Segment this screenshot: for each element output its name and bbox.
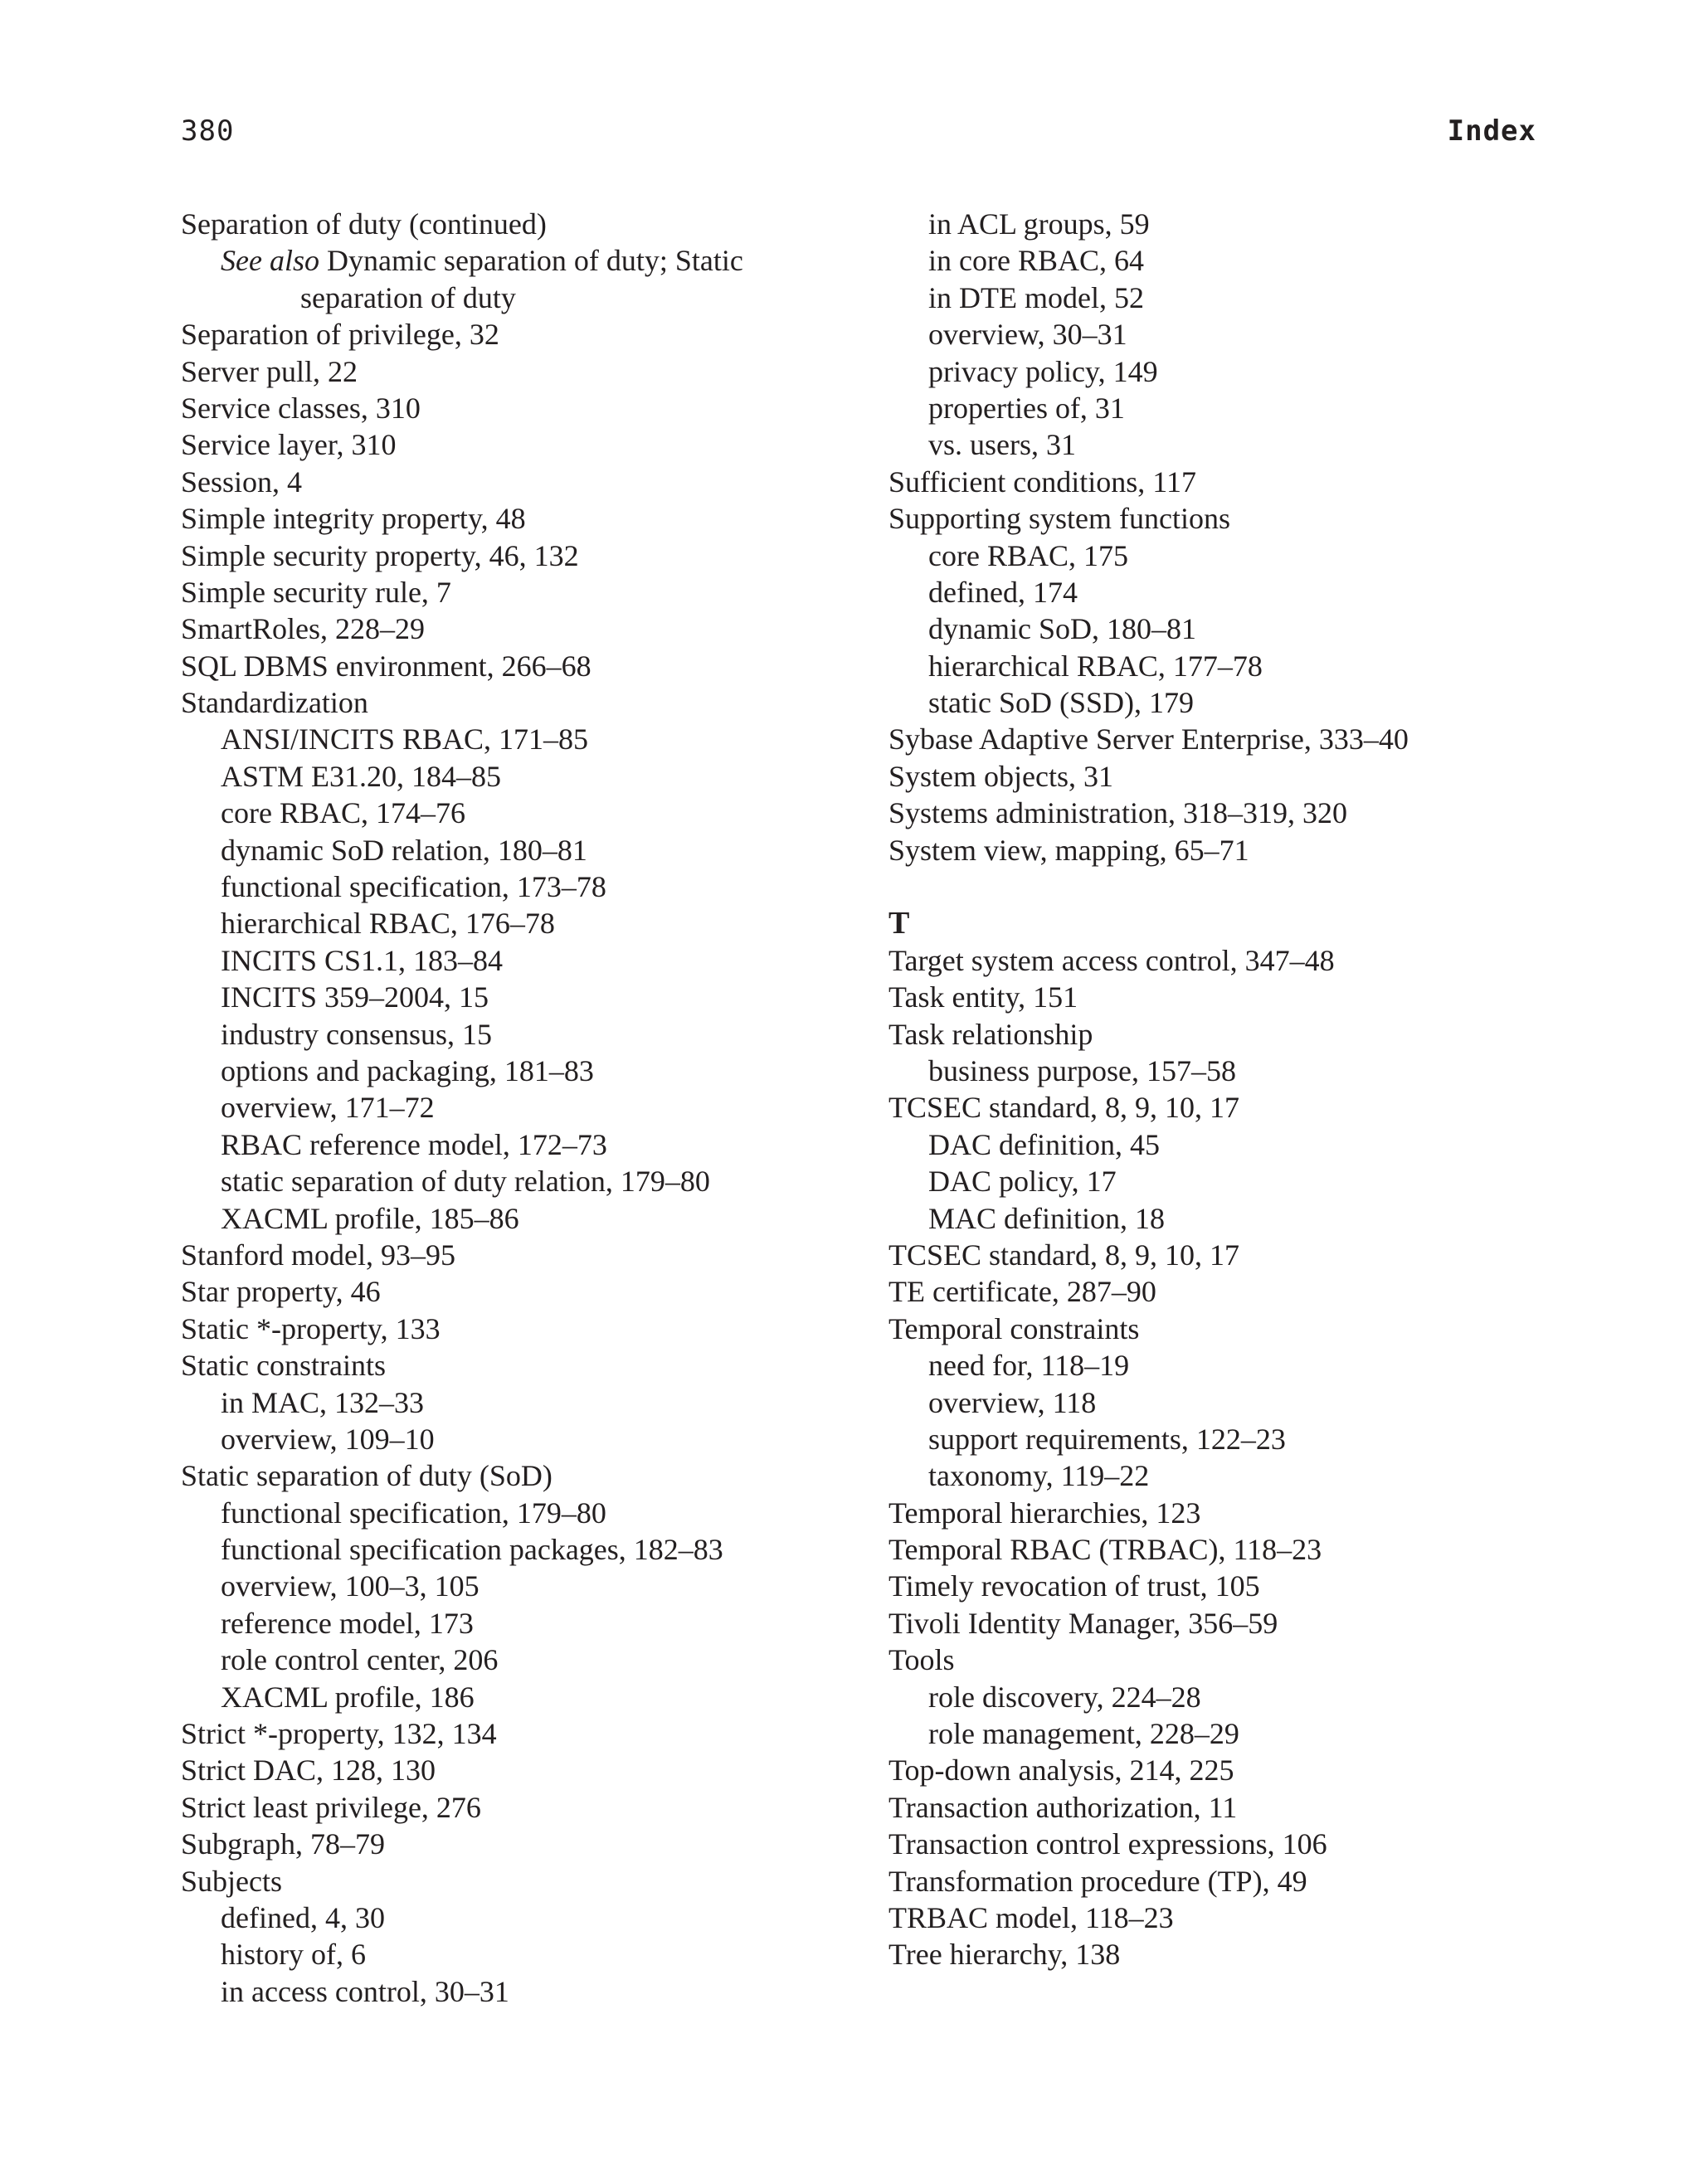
index-entry <box>181 648 878 684</box>
index-entry-text: hierarchical RBAC, 177–78 <box>928 649 1263 683</box>
index-entry-text: in access control, 30–31 <box>221 1974 509 2008</box>
index-entry-text: Strict *-property, 132, 134 <box>181 1717 497 1751</box>
index-entry-text: XACML profile, 185–86 <box>221 1201 519 1235</box>
index-entry-text: static SoD (SSD), 179 <box>928 686 1195 720</box>
index-entry-text: DAC policy, 17 <box>928 1165 1117 1199</box>
index-entry-text: TCSEC standard, 8, 9, 10, 17 <box>888 1238 1239 1272</box>
index-entry-text: Sufficient conditions, 117 <box>888 465 1196 499</box>
index-entry <box>181 206 878 242</box>
index-entry <box>888 942 1552 979</box>
index-entry-text: Transaction authorization, 11 <box>888 1790 1238 1824</box>
index-subentry <box>181 832 878 868</box>
index-entry-text: overview, 109–10 <box>221 1422 435 1456</box>
index-entry-text: reference model, 173 <box>221 1606 474 1640</box>
index-entry-text: INCITS CS1.1, 183–84 <box>221 943 504 977</box>
index-entry <box>888 1789 1552 1826</box>
index-subentry <box>888 1421 1552 1457</box>
index-entry-text: history of, 6 <box>221 1938 366 1972</box>
index-entry-text: static separation of duty relation, 179–80 <box>221 1165 710 1199</box>
index-subentry <box>181 979 878 1015</box>
index-entry-text: DAC definition, 45 <box>928 1127 1160 1161</box>
index-entry <box>181 500 878 537</box>
index-entry <box>181 1347 878 1384</box>
index-subentry <box>888 353 1552 390</box>
index-entry-text: Static separation of duty (SoD) <box>181 1459 553 1493</box>
index-subentry <box>888 1457 1552 1494</box>
index-subentry <box>181 1531 878 1568</box>
index-entry-text: industry consensus, 15 <box>221 1017 492 1051</box>
index-entry-text: business purpose, 157–58 <box>928 1053 1236 1087</box>
index-entry-text: Supporting system functions <box>888 502 1230 536</box>
index-entry <box>888 721 1552 757</box>
index-entry <box>181 1457 878 1494</box>
index-subentry <box>181 905 878 941</box>
index-entry <box>181 1715 878 1752</box>
index-entry-text: RBAC reference model, 172–73 <box>221 1127 607 1161</box>
index-entry <box>181 537 878 574</box>
index-entry-text: dynamic SoD relation, 180–81 <box>221 833 587 867</box>
index-entry-text: Subjects <box>181 1864 282 1898</box>
index-subentry <box>888 1200 1552 1237</box>
index-entry <box>181 426 878 463</box>
index-entry <box>888 1089 1552 1126</box>
index-entry-text: Static constraints <box>181 1349 386 1383</box>
index-subentry <box>181 1936 878 1972</box>
index-subentry <box>888 610 1552 647</box>
index-subentry <box>888 1347 1552 1384</box>
index-subentry <box>181 1126 878 1163</box>
index-subentry <box>181 758 878 795</box>
index-entry-text: TCSEC standard, 8, 9, 10, 17 <box>888 1091 1239 1125</box>
index-subentry <box>181 1642 878 1678</box>
index-entry-text: MAC definition, 18 <box>928 1201 1165 1235</box>
index-entry <box>181 574 878 610</box>
index-entry-text: Separation of duty (continued) <box>181 207 547 241</box>
index-entry-text: Simple integrity property, 48 <box>181 502 526 536</box>
index-entry <box>888 1311 1552 1347</box>
index-subentry <box>181 1421 878 1457</box>
index-entry-text: Stanford model, 93–95 <box>181 1238 455 1272</box>
index-entry <box>888 1495 1552 1531</box>
index-entry <box>888 500 1552 537</box>
index-subentry <box>181 795 878 831</box>
index-entry-text: XACML profile, 186 <box>221 1680 475 1714</box>
index-entry <box>181 353 878 390</box>
index-subentry <box>181 1679 878 1715</box>
index-entry <box>888 795 1552 831</box>
index-subentry <box>888 1053 1552 1089</box>
running-head-title: Index <box>1447 114 1536 148</box>
index-entry <box>181 610 878 647</box>
page-number: 380 <box>181 114 235 148</box>
index-entry-text: functional specification packages, 182–83 <box>221 1533 723 1567</box>
index-subentry <box>888 648 1552 684</box>
index-column-left <box>181 206 878 2010</box>
index-entry <box>181 684 878 721</box>
index-entry-text: Tivoli Identity Manager, 356–59 <box>888 1606 1278 1640</box>
index-entry-text: functional specification, 173–78 <box>221 870 606 904</box>
index-entry-text: functional specification, 179–80 <box>221 1496 606 1530</box>
index-entry-text: core RBAC, 175 <box>928 538 1128 572</box>
index-entry-text: role management, 228–29 <box>928 1717 1239 1751</box>
index-entry-text: Session, 4 <box>181 465 303 499</box>
index-entry-text: Strict least privilege, 276 <box>181 1790 481 1824</box>
index-entry-text: Simple security rule, 7 <box>181 575 451 609</box>
index-entry-text: Transaction control expressions, 106 <box>888 1827 1327 1861</box>
index-entry-text: Timely revocation of trust, 105 <box>888 1569 1260 1603</box>
index-entry <box>888 758 1552 795</box>
index-entry-text: Server pull, 22 <box>181 354 358 388</box>
index-entry-text: Dynamic separation of duty; Static <box>319 244 743 278</box>
index-subentry <box>181 1053 878 1089</box>
index-entry-text: Standardization <box>181 686 368 720</box>
index-subentry <box>181 1016 878 1053</box>
index-entry <box>181 1789 878 1826</box>
index-column-right <box>888 206 1552 1973</box>
index-entry <box>888 1531 1552 1568</box>
index-entry-text: vs. users, 31 <box>928 428 1076 462</box>
index-subentry <box>181 1568 878 1604</box>
index-entry-text: Task entity, 151 <box>888 980 1078 1014</box>
index-entry-text: properties of, 31 <box>928 391 1125 425</box>
index-entry-text: Star property, 46 <box>181 1275 381 1309</box>
index-entry-text: Temporal constraints <box>888 1311 1140 1345</box>
index-subentry <box>181 1495 878 1531</box>
index-entry <box>181 1311 878 1347</box>
index-subentry <box>888 1715 1552 1752</box>
index-subentry <box>181 1973 878 2010</box>
index-entry-text: Tools <box>888 1643 955 1677</box>
index-entry-text: Service layer, 310 <box>181 428 397 462</box>
index-subentry <box>181 721 878 757</box>
index-subentry <box>181 1899 878 1936</box>
index-entry-text: Tree hierarchy, 138 <box>888 1938 1121 1972</box>
index-entry <box>888 1642 1552 1678</box>
index-entry-text: Subgraph, 78–79 <box>181 1827 385 1861</box>
index-entry-text: dynamic SoD, 180–81 <box>928 612 1196 646</box>
index-entry <box>888 979 1552 1015</box>
index-entry-text: hierarchical RBAC, 176–78 <box>221 907 555 941</box>
index-subentry <box>181 1605 878 1642</box>
index-entry-text: Top-down analysis, 214, 225 <box>888 1754 1234 1788</box>
index-entry <box>888 1752 1552 1788</box>
index-entry-text: in core RBAC, 64 <box>928 244 1144 278</box>
index-subentry <box>888 684 1552 721</box>
index-entry <box>888 1605 1552 1642</box>
index-entry-text: privacy policy, 149 <box>928 354 1158 388</box>
index-subentry <box>888 1679 1552 1715</box>
index-entry-text: Sybase Adaptive Server Enterprise, 333–40 <box>888 722 1409 756</box>
index-entry <box>181 1273 878 1310</box>
index-subentry <box>181 1163 878 1199</box>
index-entry-text: need for, 118–19 <box>928 1349 1130 1383</box>
index-entry <box>181 1826 878 1862</box>
index-entry-text: taxonomy, 119–22 <box>928 1459 1150 1493</box>
index-entry-text: role control center, 206 <box>221 1643 499 1677</box>
index-subentry <box>888 316 1552 353</box>
index-subentry <box>181 1089 878 1126</box>
index-entry <box>181 1752 878 1788</box>
index-entry-text: in ACL groups, 59 <box>928 207 1150 241</box>
index-entry-text: Target system access control, 347–48 <box>888 943 1335 977</box>
index-subentry <box>888 1163 1552 1199</box>
index-entry <box>181 390 878 426</box>
index-subentry <box>888 426 1552 463</box>
index-subentry <box>181 942 878 979</box>
index-entry <box>181 1237 878 1273</box>
index-entry-text: System objects, 31 <box>888 759 1113 793</box>
index-subentry <box>888 1384 1552 1421</box>
index-subentry <box>888 280 1552 316</box>
index-entry <box>888 1568 1552 1604</box>
index-entry-text: overview, 171–72 <box>221 1091 435 1125</box>
index-entry-text: in MAC, 132–33 <box>221 1385 425 1419</box>
index-entry-text: Temporal hierarchies, 123 <box>888 1496 1201 1530</box>
index-entry-text: ANSI/INCITS RBAC, 171–85 <box>221 722 589 756</box>
index-subentry <box>181 1384 878 1421</box>
index-entry-text: Static *-property, 133 <box>181 1311 441 1345</box>
index-entry-text: SmartRoles, 228–29 <box>181 612 425 646</box>
index-entry <box>181 464 878 500</box>
index-subentry <box>888 1126 1552 1163</box>
index-entry-text: Task relationship <box>888 1017 1093 1051</box>
index-entry <box>888 832 1552 868</box>
index-subentry <box>181 868 878 905</box>
index-entry <box>181 316 878 353</box>
index-entry-text: ASTM E31.20, 184–85 <box>221 759 502 793</box>
index-subentry <box>888 390 1552 426</box>
index-subentry <box>181 280 878 316</box>
index-entry-text: overview, 100–3, 105 <box>221 1569 480 1603</box>
index-entry-text: Transformation procedure (TP), 49 <box>888 1864 1307 1898</box>
index-entry-text: overview, 30–31 <box>928 318 1127 352</box>
index-entry-text: options and packaging, 181–83 <box>221 1053 594 1087</box>
index-subentry <box>888 206 1552 242</box>
index-entry-text: TRBAC model, 118–23 <box>888 1900 1174 1934</box>
index-entry-text: support requirements, 122–23 <box>928 1422 1286 1456</box>
index-entry-text: INCITS 359–2004, 15 <box>221 980 489 1014</box>
index-entry <box>888 1826 1552 1862</box>
index-entry-text: SQL DBMS environment, 266–68 <box>181 649 591 683</box>
index-subentry <box>181 242 878 279</box>
index-entry-text: core RBAC, 174–76 <box>221 796 465 830</box>
index-entry <box>888 1016 1552 1053</box>
index-entry <box>181 1863 878 1899</box>
index-subentry <box>888 242 1552 279</box>
see-also-label: See also <box>221 244 319 278</box>
index-section-letter: T <box>888 906 910 941</box>
index-entry-text: in DTE model, 52 <box>928 280 1144 314</box>
index-subentry <box>181 1200 878 1237</box>
index-entry <box>888 464 1552 500</box>
index-entry-text: Strict DAC, 128, 130 <box>181 1754 436 1788</box>
index-entry-text: separation of duty <box>300 280 516 314</box>
index-entry-text: role discovery, 224–28 <box>928 1680 1201 1714</box>
index-entry-text: TE certificate, 287–90 <box>888 1275 1156 1309</box>
index-subentry <box>888 537 1552 574</box>
index-entry <box>888 1899 1552 1936</box>
index-entry-text: defined, 174 <box>928 575 1078 609</box>
index-entry-text: System view, mapping, 65–71 <box>888 833 1249 867</box>
index-entry-text: Systems administration, 318–319, 320 <box>888 796 1347 830</box>
index-entry <box>888 1863 1552 1899</box>
index-entry-text: Simple security property, 46, 132 <box>181 538 579 572</box>
index-entry-text: Separation of privilege, 32 <box>181 318 499 352</box>
index-entry-text: overview, 118 <box>928 1385 1097 1419</box>
index-entry-text: Service classes, 310 <box>181 391 421 425</box>
index-entry <box>888 1237 1552 1273</box>
index-entry <box>888 1273 1552 1310</box>
index-entry <box>888 1936 1552 1972</box>
index-entry-text: Temporal RBAC (TRBAC), 118–23 <box>888 1533 1322 1567</box>
index-subentry <box>888 574 1552 610</box>
index-entry-text: defined, 4, 30 <box>221 1900 385 1934</box>
